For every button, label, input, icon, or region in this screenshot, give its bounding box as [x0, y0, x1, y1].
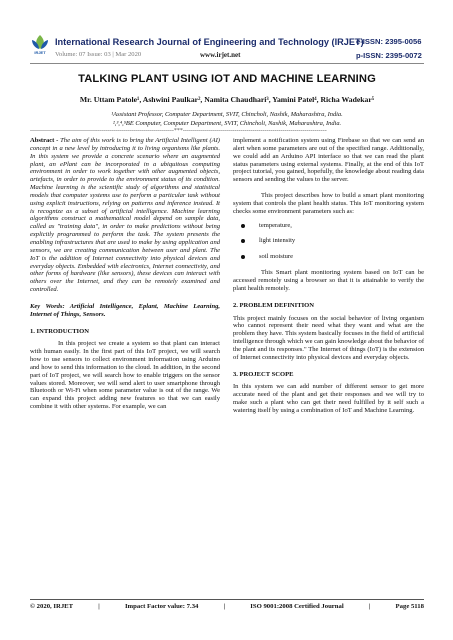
footer-divider: |: [98, 603, 100, 610]
right-column: [233, 137, 424, 415]
footer-impact-factor: Impact Factor value: 7.34: [124, 603, 199, 610]
parameter-list: [233, 222, 424, 262]
p-issn: p-ISSN: 2395-0072: [356, 51, 422, 60]
footer-rule: [30, 599, 424, 600]
monitoring-paragraph: This project describes how to build a smart plant monitoring system that controls the plant health status. This IoT monitoring system checks some environment parameters such as:: [233, 192, 424, 215]
keywords: [30, 303, 220, 319]
page-footer: [30, 603, 424, 610]
header-rule: [30, 63, 424, 64]
irjet-leaf-logo: [30, 33, 50, 57]
list-item-text: light intensity: [259, 237, 296, 245]
bullet-icon: [241, 224, 245, 228]
volume-issue: Volume: 07 Issue: 03 | Mar 2020: [55, 51, 142, 58]
list-item-text: soil moisture: [259, 253, 294, 261]
problem-definition-text: This project mainly focuses on the social behavior of living organism who cannot represent their need what they want and what are the problem they have. This system basically focuses in the field of artificial intelligence through which we can gain knowledge about the behavior of the plant and its responses." The Internet of things (IoT) is the extension of Internet connectivity into physical devices and everyday objects.: [233, 314, 424, 361]
list-item-text: temperature,: [259, 221, 292, 229]
journal-name: International Research Journal of Engineering and Technology (IRJET): [55, 37, 364, 47]
list-item: [233, 253, 424, 261]
footer-page-number: Page 5118: [395, 603, 424, 610]
paper-title: TALKING PLANT USING IOT AND MACHINE LEARNING: [78, 73, 376, 85]
footer-divider: |: [368, 603, 371, 610]
keywords-text: : Artificial Intelligence, Eplant, Machine Learning, Internet of Things, Sensors.: [30, 302, 220, 318]
footer-iso: ISO 9001:2008 Certified Journal: [250, 603, 344, 610]
author-list: Mr. Uttam Patole¹, Ashwini Paulkar², Namita Chaudhari³, Yamini Patel⁴, Richa Wadekar⁵: [79, 95, 375, 104]
footer-divider: |: [223, 603, 226, 610]
project-scope-heading: 3. PROJECT SCOPE: [233, 370, 294, 378]
journal-website-link[interactable]: www.irjet.net: [200, 51, 241, 59]
abstract-label: Abstract -: [30, 137, 59, 144]
introduction-text: In this project we create a system so that plant can interact with human easily. In the first part of this IoT project, we will search how to use sensors to collect environment information using Arduino and how to send this information to the cloud. In addition, in the second part of IoT project, we will search how to enable triggers on the sensor values stored. Moreover, we will send alert to user smartphone through Bluetooth or Wi-Fi when some parameter value is out of the range. We can expand this project adding new features so that we can easily combine it with other systems. For example, we can: [30, 340, 220, 411]
project-scope-text: In this system we can add number of different sensor to get more accurate need of the plant and get their responses and we will try to make such a plant who can get their need fulfilled by it self such a watering itself by using a combination of IoT and Machine Learning.: [233, 383, 424, 414]
footer-copyright: © 2020, IRJET: [30, 603, 74, 610]
left-column: [30, 137, 220, 411]
introduction-continuation: implement a notification system using Firebase so that we can send an alert when some parameters are out of the specified range. Additionally, we could add an Arduino API interface so that we can read the plant status parameters using external systems. Finally, at the end of this IoT project tutorial, you gained, hopefully, the knowledge about reading data sensors and sending the values to the server.: [233, 137, 424, 184]
section-separator: ------------------------------------------------------------------------***------------------------------------------------------------------------: [30, 128, 327, 134]
abstract: [30, 137, 220, 294]
affiliation-1: ¹Assistant Professor, Computer Department, SVIT, Chincholi, Nashik, Maharashtra, India.: [111, 111, 343, 118]
introduction-heading: 1. INTRODUCTION: [30, 327, 89, 335]
list-item: [233, 222, 424, 230]
list-item: [233, 237, 424, 245]
abstract-text: The aim of this work is to bring the Artificial Intelligent (AI) concept in a new level by introducing it to living organisms like plants. In this system we provide a concrete scenario where an augmented plant, an ePlant can be incorporated in a ubiquitous computing environment in order to work together with other augmented objects, artefacts, in order to provide to the environment status of its condition. Machine learning is the scientific study of algorithms and statistical models that computer systems use to perform a particular task without using explicit instructions, relying on patterns and inference instead. It is recognize as a subset of artificial intelligence. Machine learning algorithms construct a mathematical model depend on sample data, called as "training data", in order to make predictions without being explicitly programmed to perform the task. The system presents the enabling infrastructures that are used to make by using application and sensors, we are creating communication between user and plant. The IoT is the addition of Internet connectivity into physical devices and everyday objects. Embedded with electronics, Internet connectivity, and other forms of hardware (like sensors), these devices can interact with others over the Internet, and they can be remotely examined and controlled.: [30, 137, 220, 294]
remote-access-paragraph: This Smart plant monitoring system based on IoT can be accessed remotely using a browser so that it is attainable to verify the plant health remotely.: [233, 269, 424, 292]
bullet-icon: [241, 255, 245, 259]
logo-text: IRJET: [34, 50, 46, 55]
affiliation-2: ²,³,⁴,⁵BE Computer, Computer Department, SVIT, Chincholi, Nashik, Maharashtra, India.: [112, 120, 342, 127]
e-issn: e-ISSN: 2395-0056: [356, 37, 422, 46]
keywords-label: Key Words: [30, 302, 63, 310]
problem-definition-heading: 2. PROBLEM DEFINITION: [233, 301, 314, 309]
bullet-icon: [241, 239, 245, 243]
